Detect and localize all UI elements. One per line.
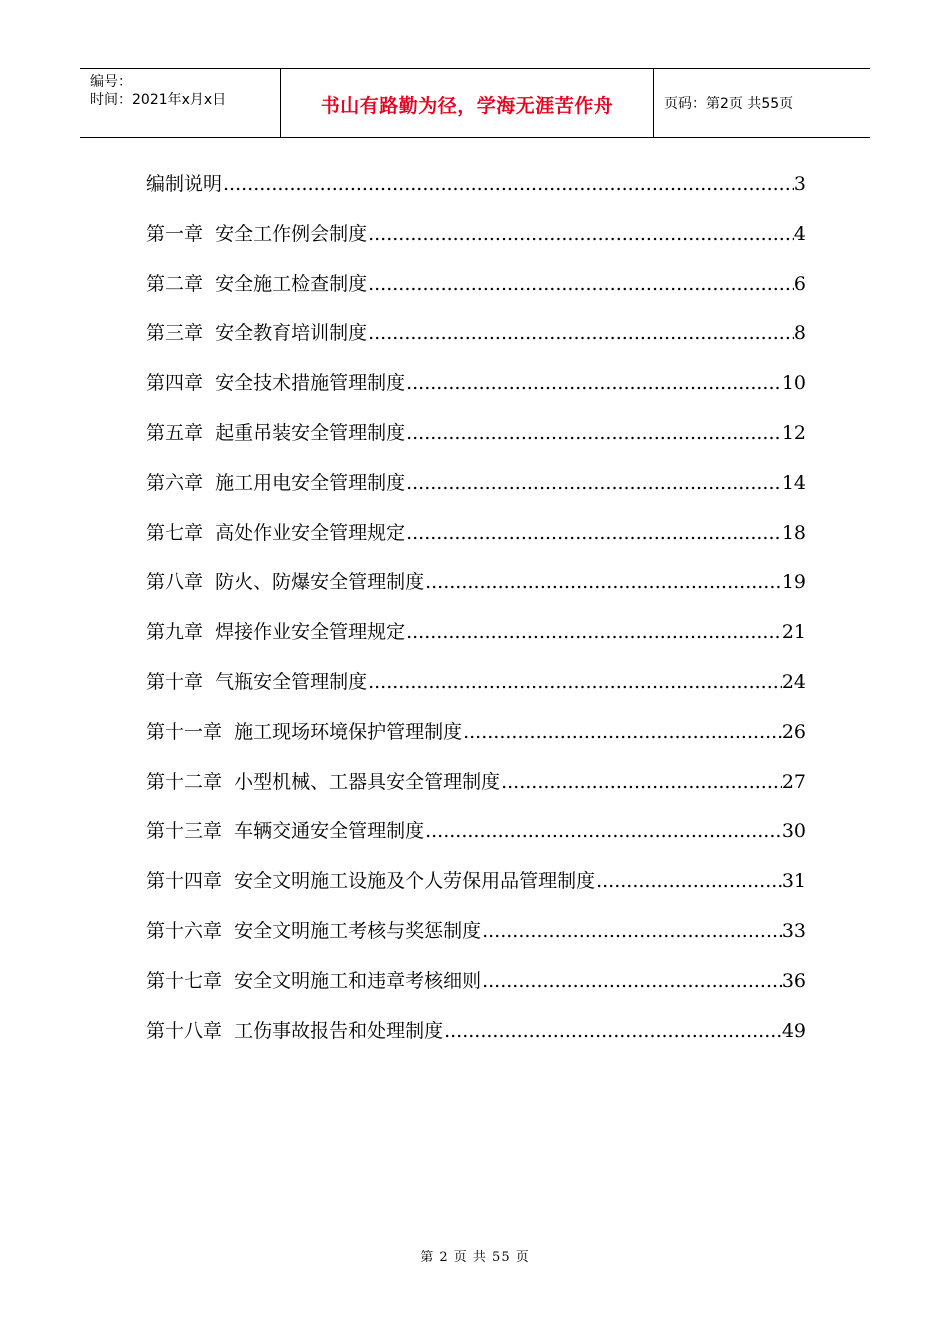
toc-entry[interactable] [146, 170, 806, 220]
toc-entry-page-number: 30 [781, 820, 806, 843]
toc-entry-title: 第十八章 工伤事故报告和处理制度 [146, 1019, 444, 1042]
toc-entry-page-number: 3 [793, 173, 806, 195]
toc-entry-title: 第十一章 施工现场环境保护管理制度 [146, 720, 463, 743]
toc-entry-title: 第八章 防火、防爆安全管理制度 [146, 571, 425, 594]
toc-entry-page-number: 36 [781, 969, 806, 992]
toc-dot-leader [501, 768, 782, 796]
toc-entry[interactable] [146, 618, 806, 668]
toc-entry-page-number: 4 [793, 222, 806, 245]
toc-dot-leader [463, 718, 782, 746]
toc-entry-title: 第二章 安全施工检查制度 [146, 272, 368, 295]
toc-entry-page-number: 27 [781, 770, 806, 793]
toc-dot-leader [406, 618, 782, 646]
toc-dot-leader [368, 319, 794, 347]
toc-entry-page-number: 12 [781, 421, 806, 444]
toc-dot-leader [425, 568, 782, 596]
toc-dot-leader [223, 170, 794, 198]
toc-entry[interactable] [146, 867, 806, 917]
page-footer: 第 2 页 共 55 页 [420, 1250, 530, 1265]
toc-entry-page-number: 31 [781, 870, 806, 893]
header-motto: 书山有路勤为径，学海无涯苦作舟 [320, 95, 614, 117]
table-of-contents [146, 170, 806, 1066]
toc-entry-page-number: 10 [781, 372, 806, 395]
toc-entry[interactable] [146, 768, 806, 818]
toc-entry-title: 第十四章 安全文明施工设施及个人劳保用品管理制度 [146, 870, 596, 893]
document-time-label: 时间：2021年x月x日 [90, 92, 227, 108]
toc-dot-leader [368, 220, 794, 248]
document-number-label: 编号： [90, 74, 132, 90]
page-header [80, 68, 870, 138]
toc-dot-leader [425, 817, 782, 845]
toc-entry-title: 第七章 高处作业安全管理规定 [146, 521, 406, 544]
toc-entry-page-number: 18 [781, 521, 806, 544]
toc-entry[interactable] [146, 270, 806, 320]
toc-entry[interactable] [146, 469, 806, 519]
toc-entry-page-number: 8 [793, 322, 806, 345]
toc-entry-title: 第十二章 小型机械、工器具安全管理制度 [146, 770, 501, 793]
toc-entry-title: 编制说明 [146, 173, 223, 195]
toc-dot-leader [368, 270, 794, 298]
toc-dot-leader [444, 1017, 782, 1045]
toc-entry-title: 第十章 气瓶安全管理制度 [146, 670, 368, 693]
toc-entry-page-number: 33 [781, 919, 806, 942]
toc-dot-leader [406, 469, 782, 497]
toc-entry[interactable] [146, 668, 806, 718]
toc-entry[interactable] [146, 817, 806, 867]
toc-entry[interactable] [146, 568, 806, 618]
toc-entry[interactable] [146, 519, 806, 569]
toc-entry-title: 第三章 安全教育培训制度 [146, 322, 368, 345]
toc-dot-leader [368, 668, 782, 696]
toc-dot-leader [482, 967, 782, 995]
toc-entry-title: 第九章 焊接作业安全管理规定 [146, 621, 406, 644]
toc-entry[interactable] [146, 967, 806, 1017]
toc-entry-title: 第四章 安全技术措施管理制度 [146, 372, 406, 395]
toc-entry-page-number: 6 [793, 272, 806, 295]
toc-entry-title: 第六章 施工用电安全管理制度 [146, 471, 406, 494]
toc-entry[interactable] [146, 718, 806, 768]
header-motto-cell [281, 69, 654, 137]
toc-dot-leader [406, 519, 782, 547]
toc-entry[interactable] [146, 369, 806, 419]
toc-dot-leader [482, 917, 782, 945]
header-page-cell [654, 69, 870, 137]
toc-entry-page-number: 49 [781, 1019, 806, 1042]
toc-entry-page-number: 21 [781, 621, 806, 644]
header-meta-cell [80, 69, 281, 137]
toc-entry-title: 第十六章 安全文明施工考核与奖惩制度 [146, 919, 482, 942]
toc-entry-title: 第十三章 车辆交通安全管理制度 [146, 820, 425, 843]
toc-entry[interactable] [146, 1017, 806, 1067]
toc-entry-title: 第一章 安全工作例会制度 [146, 222, 368, 245]
toc-entry[interactable] [146, 220, 806, 270]
toc-entry[interactable] [146, 419, 806, 469]
toc-entry-page-number: 26 [781, 720, 806, 743]
toc-entry[interactable] [146, 319, 806, 369]
toc-entry-page-number: 24 [781, 670, 806, 693]
toc-entry-page-number: 14 [781, 471, 806, 494]
header-page-info: 页码：第2页 共55页 [664, 96, 794, 112]
toc-dot-leader [596, 867, 782, 895]
toc-dot-leader [406, 369, 782, 397]
toc-entry[interactable] [146, 917, 806, 967]
toc-entry-title: 第十七章 安全文明施工和违章考核细则 [146, 969, 482, 992]
toc-dot-leader [406, 419, 782, 447]
toc-entry-title: 第五章 起重吊装安全管理制度 [146, 421, 406, 444]
toc-entry-page-number: 19 [781, 571, 806, 594]
